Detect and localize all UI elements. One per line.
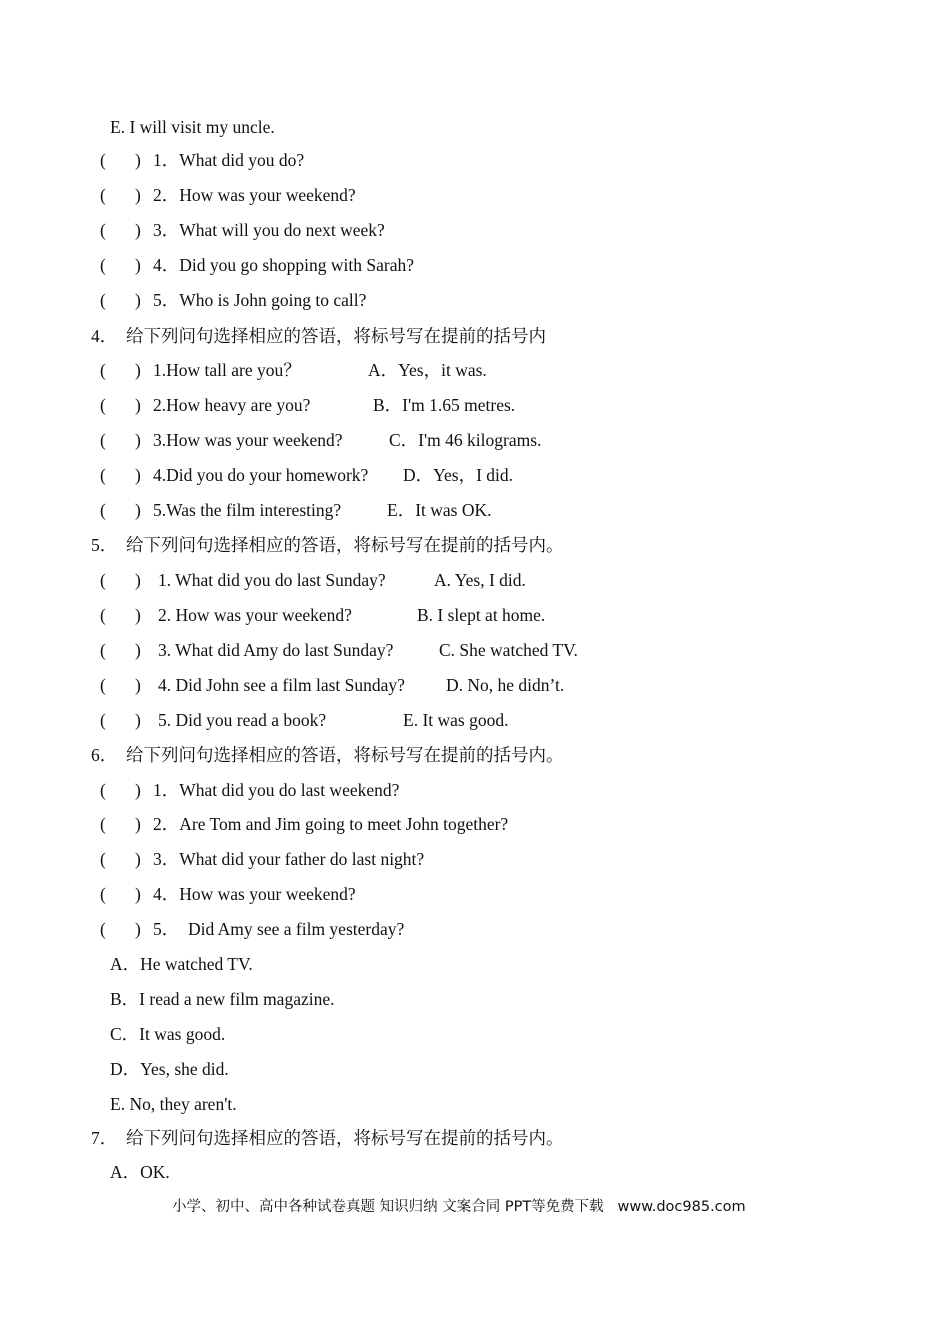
paren-close: ): [135, 849, 141, 869]
paren-close: ): [135, 814, 141, 834]
paren-close: ): [135, 570, 141, 590]
paren-close: ): [135, 220, 141, 240]
paren-close: ): [135, 675, 141, 695]
paren-open: (: [100, 360, 106, 380]
paren-close: ): [135, 465, 141, 485]
option-e-visit-uncle: E. I will visit my uncle.: [110, 117, 275, 137]
paren-close: ): [135, 640, 141, 660]
paren-open: (: [100, 500, 106, 520]
paren-open: (: [100, 570, 106, 590]
paren-close: ): [135, 290, 141, 310]
page-footer: 小学、初中、高中各种试卷真题 知识归纳 文案合同 PPT等免费下载 www.doc985.com: [172, 1199, 746, 1215]
option-item: E. No, they aren't.: [110, 1094, 237, 1114]
paren-open: (: [100, 465, 106, 485]
question-item: 1．What did you do?: [153, 150, 305, 170]
option-item: A．OK.: [110, 1162, 170, 1182]
section6-title: 6． 给下列问句选择相应的答语，将标号写在提前的括号内。: [91, 745, 564, 765]
answer-item: D．Yes，I did.: [403, 465, 514, 485]
paren-close: ): [135, 430, 141, 450]
paren-open: (: [100, 919, 106, 939]
paren-open: (: [100, 884, 106, 904]
question-item: 4．Did you go shopping with Sarah?: [153, 255, 415, 275]
answer-item: C. She watched TV.: [439, 640, 578, 660]
question-item: 3．What did your father do last night?: [153, 849, 425, 869]
paren-close: ): [135, 780, 141, 800]
answer-item: D. No, he didn’t.: [446, 675, 565, 695]
question-item: 3. What did Amy do last Sunday?: [158, 640, 394, 660]
answer-item: E．It was OK.: [387, 500, 492, 520]
question-item: 5．Who is John going to call?: [153, 290, 367, 310]
answer-item: B．I'm 1.65 metres.: [373, 395, 516, 415]
question-item: 5. Did you read a book?: [158, 710, 327, 730]
paren-open: (: [100, 255, 106, 275]
question-item: 5． Did Amy see a film yesterday?: [153, 919, 405, 939]
question-item: 5.Was the film interesting?: [153, 500, 342, 520]
option-item: A．He watched TV.: [110, 954, 253, 974]
question-item: 1．What did you do last weekend?: [153, 780, 400, 800]
option-item: B．I read a new film magazine.: [110, 989, 335, 1009]
option-item: D．Yes, she did.: [110, 1059, 229, 1079]
paren-open: (: [100, 849, 106, 869]
answer-item: A．Yes，it was.: [368, 360, 487, 380]
paren-close: ): [135, 255, 141, 275]
answer-item: E. It was good.: [403, 710, 509, 730]
question-item: 4．How was your weekend?: [153, 884, 356, 904]
paren-close: ): [135, 710, 141, 730]
paren-open: (: [100, 605, 106, 625]
question-item: 2. How was your weekend?: [158, 605, 352, 625]
question-item: 1. What did you do last Sunday?: [158, 570, 386, 590]
section5-title: 5． 给下列问句选择相应的答语，将标号写在提前的括号内。: [91, 535, 564, 555]
question-item: 3.How was your weekend?: [153, 430, 343, 450]
question-item: 2.How heavy are you?: [153, 395, 311, 415]
paren-close: ): [135, 360, 141, 380]
paren-open: (: [100, 675, 106, 695]
paren-open: (: [100, 814, 106, 834]
paren-open: (: [100, 185, 106, 205]
section4-title: 4． 给下列问句选择相应的答语，将标号写在提前的括号内: [91, 326, 546, 346]
answer-item: A. Yes, I did.: [434, 570, 526, 590]
paren-open: (: [100, 290, 106, 310]
paren-close: ): [135, 150, 141, 170]
paren-close: ): [135, 185, 141, 205]
paren-open: (: [100, 395, 106, 415]
paren-open: (: [100, 430, 106, 450]
answer-item: B. I slept at home.: [417, 605, 546, 625]
paren-open: (: [100, 780, 106, 800]
option-item: C．It was good.: [110, 1024, 226, 1044]
question-item: 2．How was your weekend?: [153, 185, 356, 205]
paren-close: ): [135, 605, 141, 625]
question-item: 2．Are Tom and Jim going to meet John together?: [153, 814, 509, 834]
paren-close: ): [135, 884, 141, 904]
paren-open: (: [100, 220, 106, 240]
question-item: 1.How tall are you？: [153, 360, 301, 380]
paren-close: ): [135, 395, 141, 415]
paren-open: (: [100, 150, 106, 170]
answer-item: C．I'm 46 kilograms.: [389, 430, 542, 450]
paren-close: ): [135, 919, 141, 939]
question-item: 4.Did you do your homework?: [153, 465, 369, 485]
question-item: 4. Did John see a film last Sunday?: [158, 675, 405, 695]
paren-open: (: [100, 710, 106, 730]
paren-open: (: [100, 640, 106, 660]
paren-close: ): [135, 500, 141, 520]
section7-title: 7． 给下列问句选择相应的答语，将标号写在提前的括号内。: [91, 1128, 564, 1148]
question-item: 3．What will you do next week?: [153, 220, 385, 240]
